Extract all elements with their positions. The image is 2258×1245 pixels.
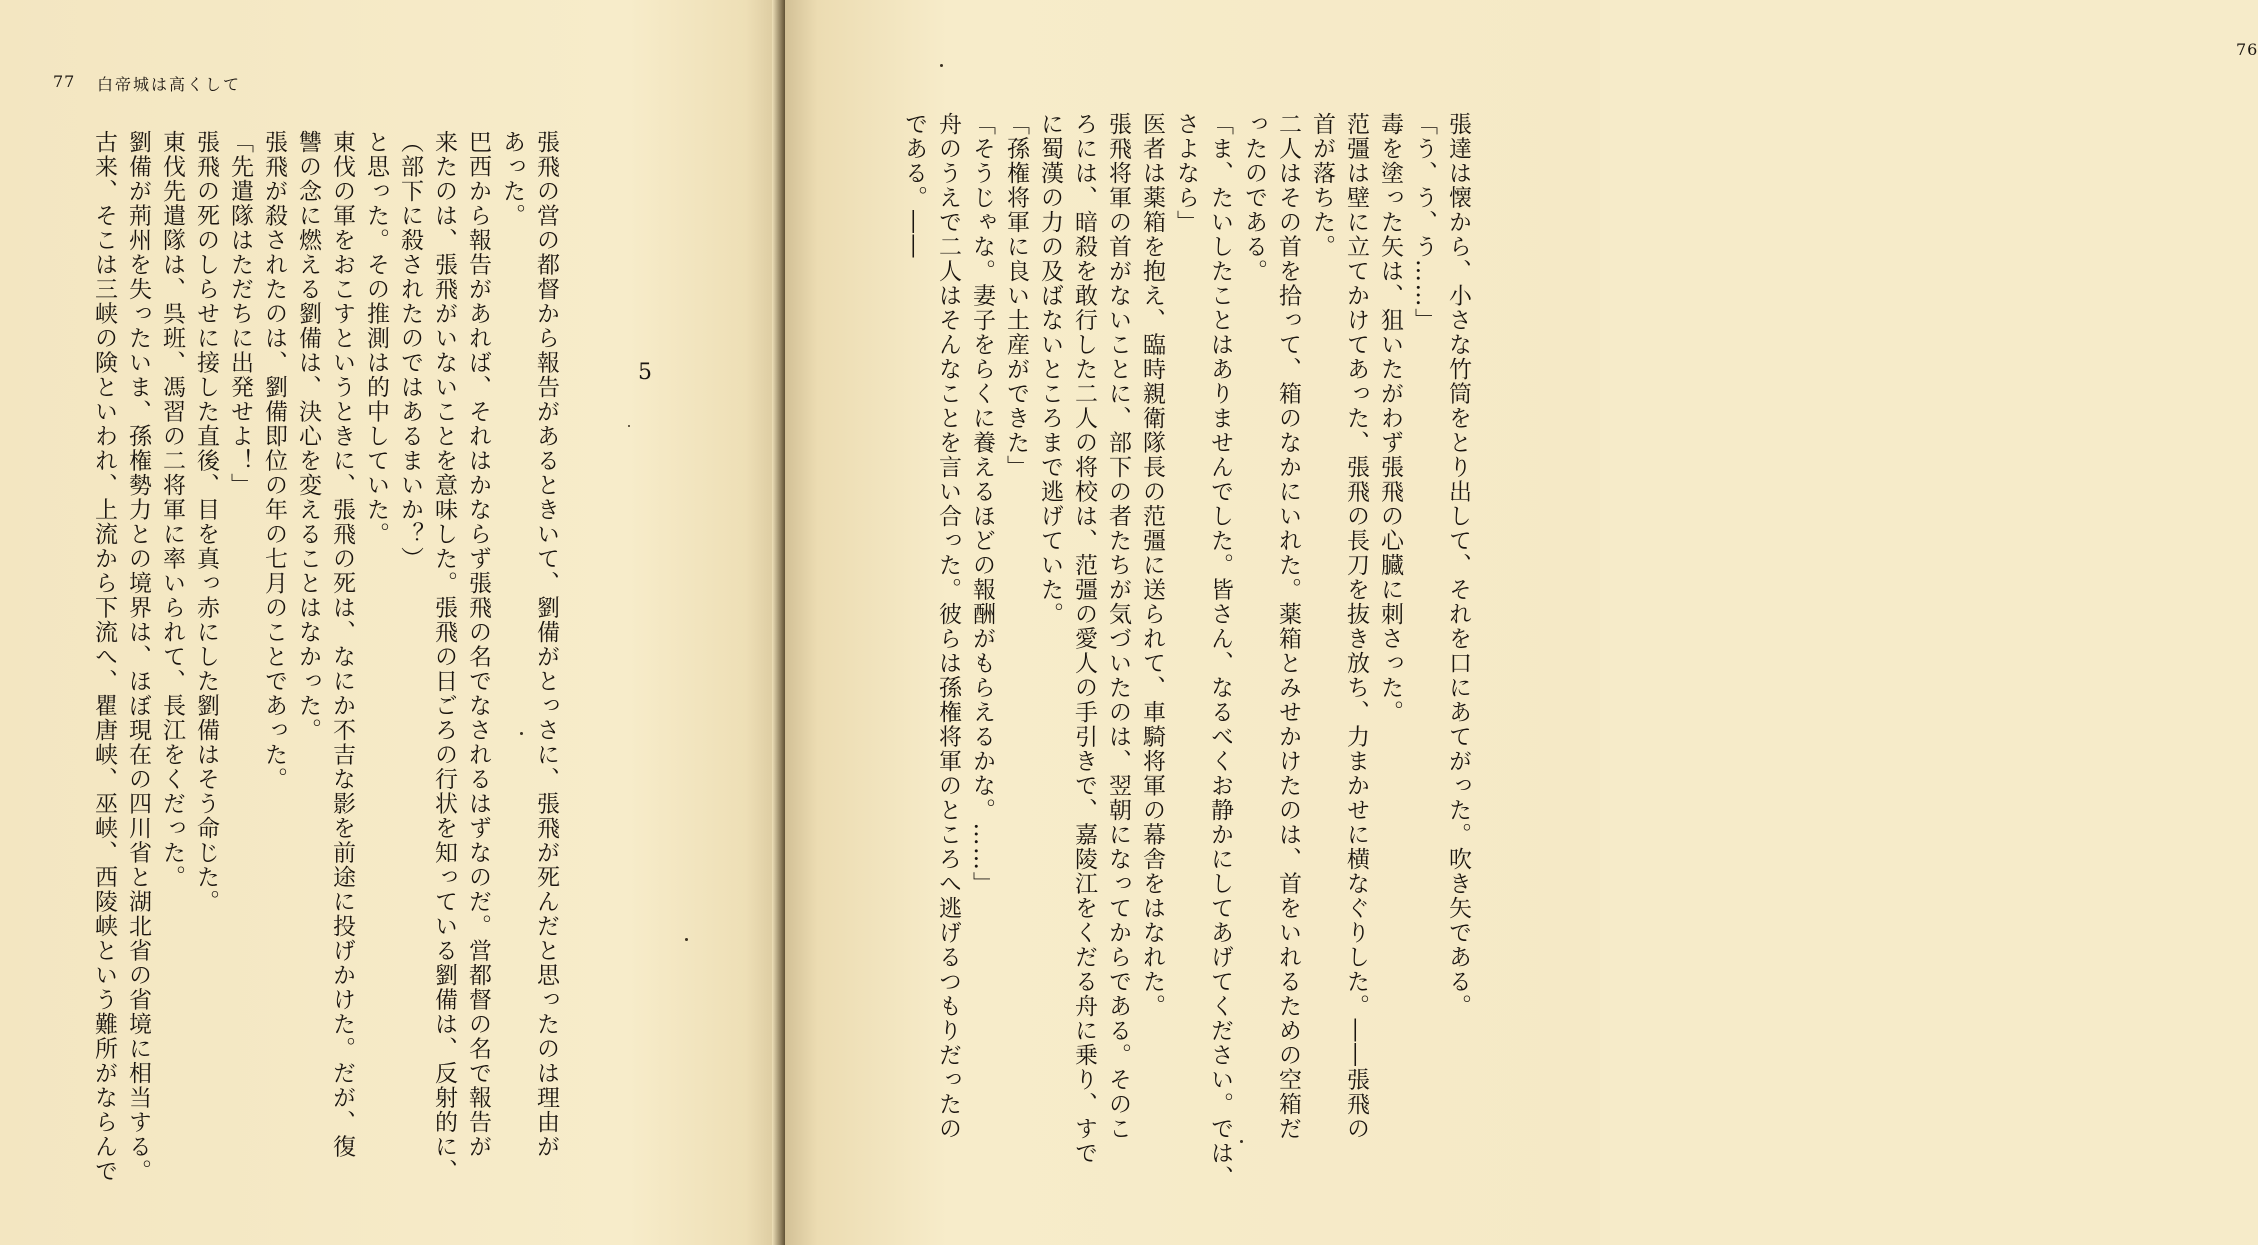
paper-speck [520, 732, 523, 735]
text-line: 巴西から報告があれば、それはかならず張飛の名でなされるはずなのだ。営都督の名で報告が [465, 130, 491, 1159]
text-line: 「う、う、う……」 [1411, 112, 1437, 333]
left-page-number: 77 [53, 72, 76, 91]
text-line: 医者は薬箱を抱え、臨時親衛隊長の范彊に送られて、車騎将軍の幕舎をはなれた。 [1139, 112, 1165, 1019]
paper-speck [940, 64, 943, 67]
text-line: 劉備が荊州を失ったいま、孫権勢力との境界は、ほぼ現在の四川省と湖北省の省境に相当する。 [125, 130, 151, 1184]
text-line: と思った。その推測は的中していた。 [363, 130, 389, 547]
right-body-text [775, 0, 1475, 1245]
text-line: 来たのは、張飛がいないことを意味した。張飛の日ごろの行状を知っている劉備は、反射的に、 [431, 130, 457, 1184]
text-line: 張飛の死のしらせに接した直後、目を真っ赤にした劉備はそう命じた。 [193, 130, 219, 914]
text-line: ろには、暗殺を敢行した二人の将校は、范彊の愛人の手引きで、嘉陵江をくだる舟に乗り、すで [1071, 112, 1097, 1166]
running-title: 白帝城は高くして [97, 75, 242, 94]
section-number: 5 [638, 360, 652, 385]
text-line: に蜀漢の力の及ばないところまで逃げていた。 [1037, 112, 1063, 627]
paper-speck [628, 425, 630, 427]
text-line: 「そうじゃな。妻子をらくに養えるほどの報酬がもらえるかな。……」 [969, 112, 995, 896]
paper-speck [685, 938, 688, 941]
text-line: 范彊は壁に立てかけてあった、張飛の長刀を抜き放ち、力まかせに横なぐりした。――張飛の [1343, 112, 1369, 1141]
text-line: ったのである。 [1241, 112, 1267, 284]
text-line: 張達は懐から、小さな竹筒をとり出して、それを口にあてがった。吹き矢である。 [1445, 112, 1471, 1019]
text-line: 東伐の軍をおこすというときに、張飛の死は、なにか不吉な影を前途に投げかけた。だが、復 [329, 130, 355, 1159]
text-line: 張飛が殺されたのは、劉備即位の年の七月のことであった。 [261, 130, 287, 792]
text-line: 「先遣隊はただちに出発せよ！」 [227, 130, 253, 498]
paper-speck [1240, 1140, 1243, 1143]
right-page-number: 76 [2236, 40, 2258, 59]
text-line: 古来、そこは三峡の険といわれ、上流から下流へ、瞿唐峡、巫峡、西陵峡という難所がならんで [91, 130, 117, 1184]
left-page [0, 0, 785, 1245]
text-line: 舟のうえで二人はそんなことを言い合った。彼らは孫権将軍のところへ逃げるつもりだったの [935, 112, 961, 1141]
text-line: 讐の念に燃える劉備は、決心を変えることはなかった。 [295, 130, 321, 743]
text-line: 張飛の営の都督から報告があるときいて、劉備がとっさに、張飛が死んだと思ったのは理由が [533, 130, 559, 1159]
text-line: （部下に殺されたのではあるまいか？） [397, 130, 423, 571]
right-page [785, 0, 2258, 1245]
text-line: 東伐先遣隊は、呉班、馮習の二将軍に率いられて、長江をくだった。 [159, 130, 185, 890]
text-line: 毒を塗った矢は、狙いたがわず張飛の心臓に刺さった。 [1377, 112, 1403, 725]
left-body-text [23, 0, 563, 1245]
text-line: さよなら」 [1173, 112, 1199, 235]
text-line: 「ま、たいしたことはありませんでした。皆さん、なるべくお静かにしてあげてください。では、 [1207, 112, 1233, 1190]
text-line: 首が落ちた。 [1309, 112, 1335, 259]
text-line: 張飛将軍の首がないことに、部下の者たちが気づいたのは、翌朝になってからである。そのこ [1105, 112, 1131, 1141]
text-line: あった。 [499, 130, 525, 228]
text-line: 「孫権将軍に良い土産ができた」 [1003, 112, 1029, 480]
text-line: 二人はその首を拾って、箱のなかにいれた。薬箱とみせかけたのは、首をいれるための空箱だ [1275, 112, 1301, 1141]
text-line: である。―― [901, 112, 927, 259]
